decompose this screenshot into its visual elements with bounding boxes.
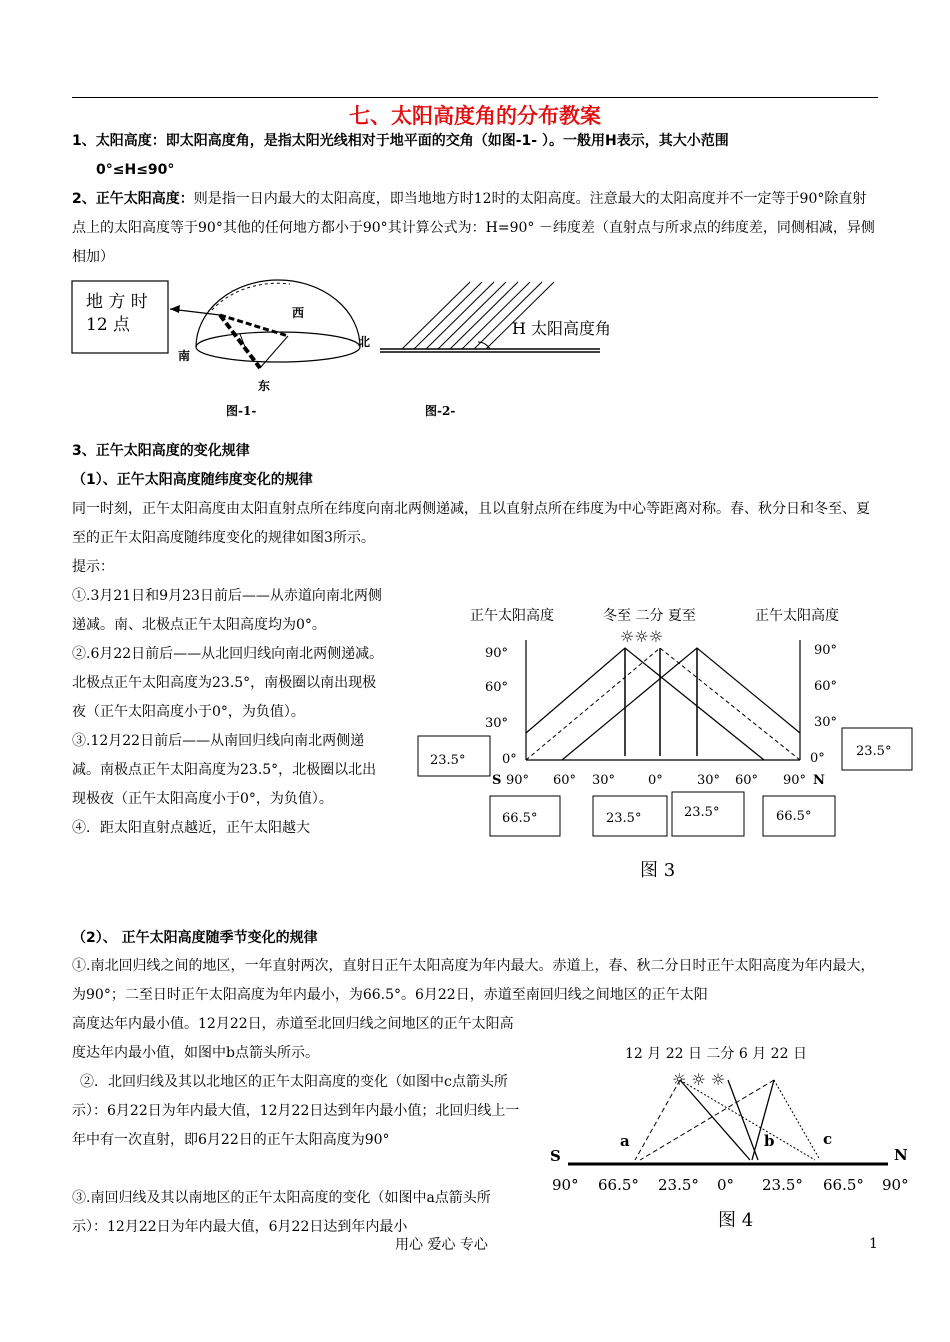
tip-label: 提示： [72, 559, 114, 575]
north-label: 北 [358, 335, 371, 349]
fig4-ray-c-2 [774, 1080, 820, 1160]
x-tick-7: 90° [783, 773, 807, 788]
y-tick-90-left: 90° [485, 646, 509, 661]
fig4-tick-7: 90° [882, 1176, 909, 1194]
fig4-ray-b-1 [680, 1080, 750, 1160]
range-solar-altitude: 0°≤H≤90° [96, 162, 175, 178]
y-tick-60-left: 60° [485, 680, 509, 695]
y-tick-60-right: 60° [814, 679, 838, 694]
fig4-n-label: N [894, 1146, 908, 1164]
header-rule [72, 97, 878, 98]
fig4-s-label: S [550, 1147, 561, 1165]
y-tick-0-right: 0° [810, 751, 825, 766]
sun-icons: ☼☼☼ [620, 627, 664, 646]
fig3-box-right-value: 23.5° [856, 744, 892, 759]
figure-4 [540, 1040, 920, 1240]
term-noon-altitude: 2、正午太阳高度： [72, 191, 194, 207]
equinox-line [526, 648, 800, 760]
tips-list [72, 582, 390, 843]
fig3-right-title: 正午太阳高度 [755, 608, 839, 624]
figure-1-caption: 图-1- [226, 404, 257, 418]
page-title: 七、太阳高度角的分布教案 [349, 104, 601, 128]
tip-3: ③.12月22日前后——从南回归线向南北两侧递减。南极点正午太阳高度为23.5°，北极圈以北出现极夜（正午太阳高度小于0°，为负值）。 [72, 733, 377, 807]
y-tick-0-left: 0° [502, 752, 517, 767]
fig4-tick-1: 90° [552, 1176, 579, 1194]
para-season-1: ①.南北回归线之间的地区，一年直射两次，直射日正午太阳高度为年内最大。赤道上，春、秋二分日时正午太阳高度为年内最大，为90°；二至日时正午太阳高度为年内最小，为66.5°。6月22日，赤道至南回归线之间地区的正午太阳 [72, 958, 875, 1003]
x-tick-4: 0° [648, 773, 663, 788]
section-3-heading: 3、正午太阳高度的变化规律 [72, 443, 250, 459]
celestial-dome [196, 280, 360, 347]
figure-2-caption: 图-2- [425, 404, 456, 418]
fig4-top-label: 12 月 22 日 二分 6 月 22 日 [625, 1046, 807, 1062]
fig3-box-235-b-value: 23.5° [684, 805, 720, 820]
fig4-tick-6: 66.5° [823, 1176, 864, 1194]
tip-4: ④．距太阳直射点越近，正午太阳越大 [72, 820, 310, 836]
section-3-2-heading: （2）、 正午太阳高度随季节变化的规律 [72, 930, 318, 946]
south-label: 南 [178, 349, 191, 363]
x-tick-5: 30° [697, 773, 721, 788]
para-noon-altitude [72, 185, 880, 272]
fig4-tick-5: 23.5° [762, 1176, 803, 1194]
local-time-label-1: 地 方 时 [86, 292, 148, 312]
tip-2: ②.6月22日前后——从北回归线向南北两侧递减。北极点正午太阳高度为23.5°，南极圈以南出现极夜（正午太阳高度小于0°，为负值）。 [72, 646, 384, 720]
fig4-ray-b-2 [728, 1080, 758, 1160]
fig3-box-665-left-value: 66.5° [502, 811, 538, 826]
para-season-3: ③.南回归线及其以南地区的正午太阳高度的变化（如图中a点箭头所示）：12月22日为年内最大值，6月22日达到年内最小 [72, 1190, 491, 1235]
fig3-s-label: S [492, 773, 502, 788]
def-noon-altitude: 则是指一日内最大的太阳高度，即当地地方时12时的太阳高度。注意最大的太阳高度并不一定等于90°除直射点上的太阳高度等于90°其他的任何地方都小于90°其计算公式为：H=90° －纬度差（直射点与所求点的纬度差，同侧相减，异侧相加） [72, 191, 875, 265]
x-tick-1: 90° [506, 773, 530, 788]
angle-label: H 太阳高度角 [512, 319, 612, 338]
x-tick-6: 60° [735, 773, 759, 788]
x-tick-2: 60° [553, 773, 577, 788]
page-number: 1 [869, 1236, 878, 1252]
winter-solstice-line [526, 648, 764, 760]
fig4-tick-3: 23.5° [658, 1176, 699, 1194]
figure-1-2 [60, 272, 660, 422]
term-solar-altitude: 1、太阳高度： [72, 133, 166, 149]
point-c-label: c [823, 1130, 833, 1148]
section-3-1-heading: （1）、正午太阳高度随纬度变化的规律 [72, 472, 313, 488]
fig4-ray-a [635, 1080, 680, 1160]
fig4-sun-icons: ☼ ☼ ☼ [672, 1070, 726, 1089]
footer-motto: 用心 爱心 专心 [395, 1237, 488, 1253]
point-a-label: a [620, 1132, 630, 1150]
fig4-tick-2: 66.5° [598, 1176, 639, 1194]
tip-1: ①.3月21日和9月23日前后——从赤道向南北两侧递减。南、北极点正午太阳高度均为0°。 [72, 588, 382, 633]
fig3-seasons: 冬至 二分 夏至 [603, 608, 696, 624]
fig3-left-title: 正午太阳高度 [470, 608, 554, 624]
para-season-2: ②．北回归线及其以北地区的正午太阳高度的变化（如图中c点箭头所示）：6月22日为年内最大值，12月22日达到年内最小值；北回归线上一年中有一次直射，即6月22日的正午太阳高度为90° [72, 1074, 520, 1148]
fig3-box-235-a-value: 23.5° [606, 811, 642, 826]
para-solar-altitude [72, 127, 872, 185]
east-label: 东 [258, 379, 271, 393]
west-label: 西 [292, 306, 305, 320]
local-time-label-2: 12 点 [86, 315, 131, 335]
fig3-n-label: N [813, 773, 825, 788]
x-tick-3: 30° [592, 773, 616, 788]
meridian-line [260, 336, 288, 368]
fig3-box-665-right-value: 66.5° [776, 809, 812, 824]
figure-4-caption: 图 4 [718, 1210, 754, 1231]
fig4-ray-c-1 [680, 1080, 815, 1160]
y-tick-30-left: 30° [485, 716, 509, 731]
summer-solstice-line [562, 648, 800, 760]
figure-3 [410, 598, 920, 888]
point-b-label: b [764, 1132, 775, 1150]
arrow-head [170, 305, 180, 313]
para-latitude-rule: 同一时刻，正午太阳高度由太阳直射点所在纬度向南北两侧递减，且以直射点所在纬度为中心等距离对称。春、秋分日和冬至、夏至的正午太阳高度随纬度变化的规律如图3所示。 [72, 501, 870, 546]
figure-3-caption: 图 3 [640, 860, 676, 881]
fig4-tick-4: 0° [717, 1176, 735, 1194]
y-tick-90-right: 90° [814, 643, 838, 658]
y-tick-30-right: 30° [814, 715, 838, 730]
fig3-box-left-value: 23.5° [430, 753, 466, 768]
para-season-1b: 高度达年内最小值。12月22日，赤道至北回归线之间地区的正午太阳高度达年内最小值，如图中b点箭头所示。 [72, 1016, 514, 1061]
def-solar-altitude: 即太阳高度角，是指太阳光线相对于地平面的交角（如图-1- ）。一般用H表示，其大小范围 [165, 133, 729, 149]
